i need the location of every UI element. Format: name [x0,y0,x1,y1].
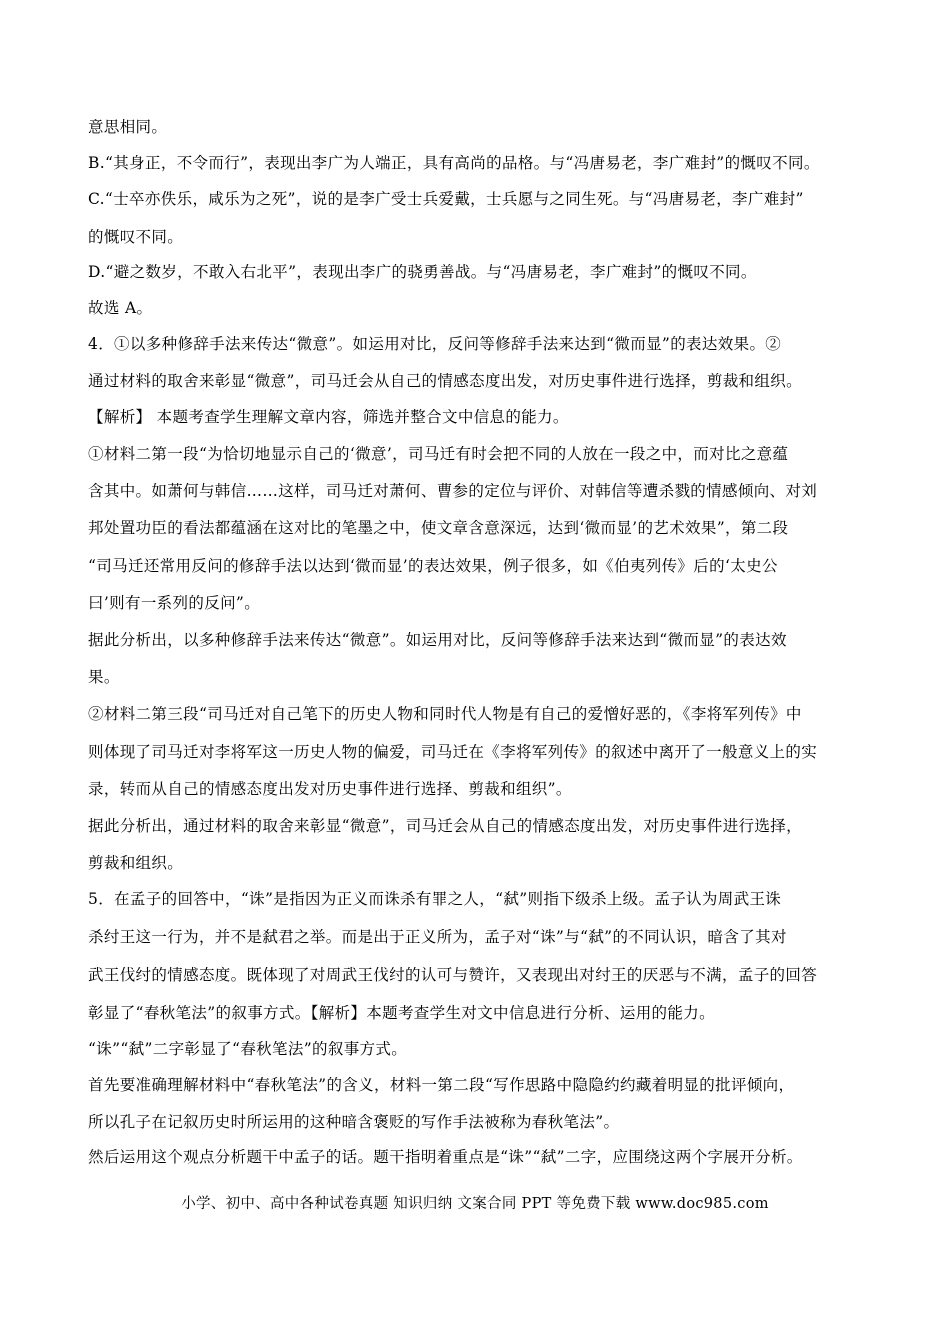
text-line-27: 首先要准确理解材料中“春秋笔法”的含义，材料一第二段“写作思路中隐隐约约藏着明显的批评倾向， [88,1076,795,1094]
text-line-5: D.“避之数岁，不敢入右北平”，表现出李广的骁勇善战。与“冯唐易老，李广难封”的慨叹不同。 [88,263,757,281]
text-line-21: 剪裁和组织。 [88,854,184,872]
text-line-19: 录，转而从自己的情感态度出发对历史事件进行选择、剪裁和组织”。 [88,780,572,798]
text-line-26: “诛”“弑”二字彰显了“春秋笔法”的叙事方式。 [88,1040,408,1058]
text-line-2: B.“其身正，不令而行”，表现出李广为人端正，具有高尚的品格。与“冯唐易老，李广难封”的慨叹不同。 [88,154,820,172]
text-line-4: 的慨叹不同。 [88,228,184,246]
text-line-7: 4．①以多种修辞手法来传达“微意”。如运用对比，反问等修辞手法来达到“微而显”的表达效果。② [88,335,782,353]
text-line-23: 杀纣王这一行为，并不是弑君之举。而是出于正义所为，孟子对“诛”与“弑”的不同认识，暗含了其对 [88,928,787,946]
text-line-8: 通过材料的取舍来彰显“微意”，司马迁会从自己的情感态度出发，对历史事件进行选择，剪裁和组织。 [88,372,802,390]
text-line-14: 曰’则有一系列的反问”。 [88,594,261,612]
text-line-10: ①材料二第一段“为恰切地显示自己的‘微意’，司马迁有时会把不同的人放在一段之中，而对比之意蕴 [88,445,789,463]
text-line-22: 5．在孟子的回答中，“诛”是指因为正义而诛杀有罪之人，“弑”则指下级杀上级。孟子认为周武王诛 [88,890,782,908]
text-line-16: 果。 [88,668,120,686]
text-line-12: 邦处置功臣的看法都蕴涵在这对比的笔墨之中，使文章含意深远，达到‘微而显’的艺术效果”，第二段 [88,519,789,537]
page-footer: 小学、初中、高中各种试卷真题 知识归纳 文案合同 PPT 等免费下载 www.doc985.com [181,1196,769,1212]
text-line-17: ②材料二第三段“司马迁对自己笔下的历史人物和同时代人物是有自己的爱憎好恶的，《李将军列传》中 [88,705,802,723]
text-line-6: 故选 A。 [88,299,153,317]
text-line-28: 所以孔子在记叙历史时所运用的这种暗含褒贬的写作手法被称为春秋笔法”。 [88,1113,620,1131]
text-line-1: 意思相同。 [88,118,168,136]
text-line-24: 武王伐纣的情感态度。既体现了对周武王伐纣的认可与赞许，又表现出对纣王的厌恶与不满，孟子的回答 [88,966,818,984]
text-line-18: 则体现了司马迁对李将军这一历史人物的偏爱，司马迁在《李将军列传》的叙述中离开了一般意义上的实 [88,743,818,761]
text-line-15: 据此分析出，以多种修辞手法来传达“微意”。如运用对比，反问等修辞手法来达到“微而显”的表达效 [88,631,787,649]
text-line-9: 【解析】 本题考查学生理解文章内容，筛选并整合文中信息的能力。 [88,408,569,426]
text-line-20: 据此分析出，通过材料的取舍来彰显“微意”，司马迁会从自己的情感态度出发，对历史事件进行选择， [88,817,802,835]
text-line-11: 含其中。如萧何与韩信……这样，司马迁对萧何、曹参的定位与评价、对韩信等遭杀戮的情感倾向、对刘 [88,482,818,500]
text-line-25: 彰显了“春秋笔法”的叙事方式。【解析】本题考查学生对文中信息进行分析、运用的能力。 [88,1004,715,1022]
text-line-13: “司马迁还常用反问的修辞手法以达到‘微而显’的表达效果，例子很多，如《伯夷列传》后的‘太史公 [88,557,778,575]
text-line-3: C.“士卒亦佚乐，咸乐为之死”，说的是李广受士兵爱戴，士兵愿与之同生死。与“冯唐易老，李广难封” [88,190,804,208]
text-line-29: 然后运用这个观点分析题干中孟子的话。题干指明着重点是“诛”“弑”二字，应围绕这两个字展开分析。 [88,1148,803,1166]
